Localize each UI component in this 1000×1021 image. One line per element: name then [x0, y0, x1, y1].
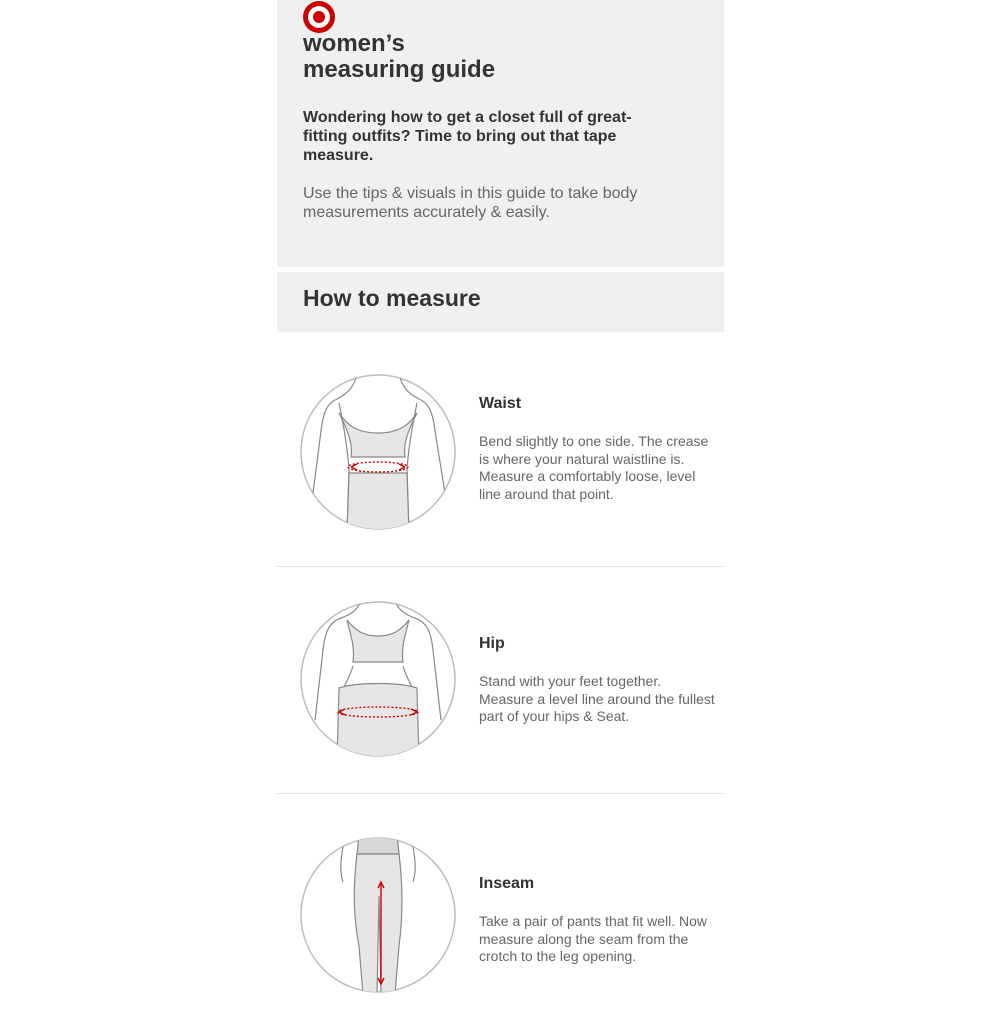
waist-measure-illustration	[299, 373, 457, 531]
waist-text: Bend slightly to one side. The crease is where your natural waistline is. Measure a comfortably loose, level line around that point.	[479, 433, 709, 502]
inseam-title: Inseam	[479, 875, 535, 892]
how-to-measure-heading: How to measure	[303, 285, 481, 311]
intro-lead: Wondering how to get a closet full of great-fitting outfits? Time to bring out that tape measure.	[303, 109, 632, 164]
intro-panel	[277, 0, 724, 267]
hip-measure-illustration	[299, 600, 457, 758]
how-to-measure-header	[277, 272, 724, 332]
title-line-2: measuring guide	[303, 56, 496, 83]
title-line-1: women’s	[303, 30, 405, 57]
guide-column	[277, 0, 724, 1000]
hip-section	[277, 567, 724, 794]
waist-section	[277, 340, 724, 567]
hip-text: Stand with your feet together. Measure a level line around the fullest part of your hips & Seat.	[479, 673, 715, 724]
target-bullseye-icon	[302, 0, 336, 34]
inseam-section	[277, 794, 724, 1021]
waist-title: Waist	[479, 395, 522, 412]
intro-subtext: Use the tips & visuals in this guide to take body measurements accurately & easily.	[303, 185, 638, 221]
hip-title: Hip	[479, 635, 505, 652]
page-title	[303, 31, 683, 83]
inseam-measure-illustration	[299, 836, 457, 994]
inseam-text: Take a pair of pants that fit well. Now measure along the seam from the crotch to the leg opening.	[479, 913, 707, 964]
